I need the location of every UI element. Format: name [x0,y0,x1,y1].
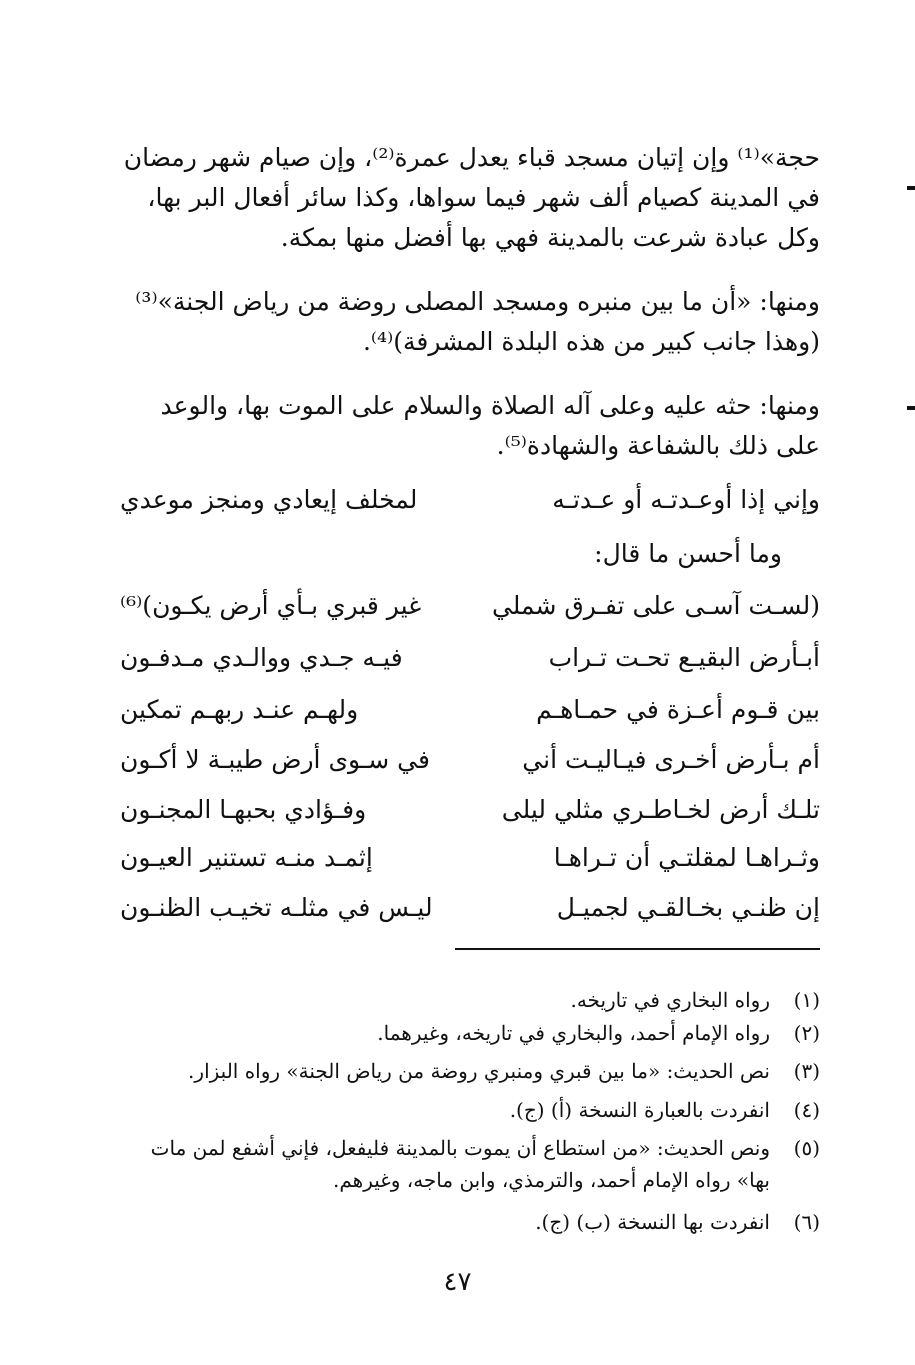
verse-second-hemistich: ولهـم عنـد ربهـم تمكين [120,695,359,724]
paragraph-1 [120,138,820,258]
paragraph-2 [120,282,820,362]
margin-mark [907,186,915,190]
footnote-separator [455,948,820,950]
verse-line [120,740,820,780]
verse-second-hemistich: فيـه جـدي ووالـدي مـدفـون [120,643,403,672]
footnote-text: انفردت بها النسخة (ب) (ج). [535,1210,770,1234]
verse-second-hemistich: في سـوى أرض طيبـة لا أكـون [120,745,430,774]
footnote-text: انفردت بالعبارة النسخة (أ) (ج). [509,1098,770,1122]
verse-second-hemistich: لمخلف إيعادي ومنجز موعدي [120,485,418,514]
intro-text: وما أحسن ما قال: [594,539,782,568]
footnote-number: (٦) [793,1210,820,1234]
verse-line [120,790,820,830]
paragraph-line: حجة»⁽¹⁾ وإن إتيان مسجد قباء يعدل عمرة⁽²⁾، وإن صيام شهر رمضان [123,143,820,172]
verse-first-hemistich: إن ظنـي بخـالقـي لجميـل [556,893,820,922]
footnote-text: رواه البخاري في تاريخه. [570,988,770,1012]
paragraph-line: وكل عبادة شرعت بالمدينة فهي بها أفضل منها بمكة. [280,223,820,252]
verse-first-hemistich: (لسـت آسـى على تفـرق شملي [491,591,820,620]
footnote-number: (٢) [793,1021,820,1045]
page-number: ٤٧ [443,1267,472,1297]
verse-second-hemistich: إثمـد منـه تستنير العيـون [120,843,373,872]
verse-first-hemistich: وإني إذا أوعـدتـه أو عـدتـه [552,485,820,514]
verse-line [120,888,820,928]
paragraph-line: (وهذا جانب كبير من هذه البلدة المشرفة)⁽⁴⁾. [362,327,820,356]
verse-first-hemistich: أم بـأرض أخـرى فيـاليـت أني [522,745,820,774]
verse-second-hemistich: غير قبري بـأي أرض يكـون)⁽⁶⁾ [120,591,422,620]
paragraph-line: على ذلك بالشفاعة والشهادة⁽⁵⁾. [496,431,820,460]
verse-second-hemistich: ليـس في مثلـه تخيـب الظنـون [120,893,433,922]
verse-second-hemistich: وفـؤادي بحبهـا المجنـون [120,795,367,824]
intro-line [120,534,820,574]
verse-line [120,586,820,626]
verse-line [120,690,820,730]
paragraph-line: في المدينة كصيام ألف شهر فيما سواها، وكذا سائر أفعال البر بها، [147,183,820,212]
verse-line [120,838,820,878]
verse-first-hemistich: وثـراهـا لمقلتـي أن تـراهـا [553,843,820,872]
paragraph-3 [120,386,820,466]
footnote-number: (٥) [793,1136,820,1160]
verse-first-hemistich: أبـأرض البقيـع تحـت تـراب [548,643,820,672]
footnote-text: ونص الحديث: «من استطاع أن يموت بالمدينة فليفعل، فإني أشفع لمن مات [150,1136,770,1160]
footnote-number: (٣) [793,1059,820,1083]
verse-line [120,480,820,520]
footnote-text: رواه الإمام أحمد، والبخاري في تاريخه، وغيرهما. [377,1021,770,1045]
footnote-number: (١) [793,988,820,1012]
footnote-text: نص الحديث: «ما بين قبري ومنبري روضة من رياض الجنة» رواه البزار. [188,1059,770,1083]
footnote-number: (٤) [793,1098,820,1122]
paragraph-line: ومنها: حثه عليه وعلى آله الصلاة والسلام على الموت بها، والوعد [160,391,820,420]
verse-line [120,638,820,678]
margin-mark [907,406,915,410]
verse-first-hemistich: تلـك أرض لخـاطـري مثلي ليلى [501,795,820,824]
verse-first-hemistich: بين قـوم أعـزة في حمـاهـم [536,695,820,724]
paragraph-line: ومنها: «أن ما بين منبره ومسجد المصلى روضة من رياض الجنة»⁽³⁾ [135,287,820,316]
footnote-text-continued: بها» رواه الإمام أحمد، والترمذي، وابن ماجه، وغيرهم. [332,1168,770,1192]
